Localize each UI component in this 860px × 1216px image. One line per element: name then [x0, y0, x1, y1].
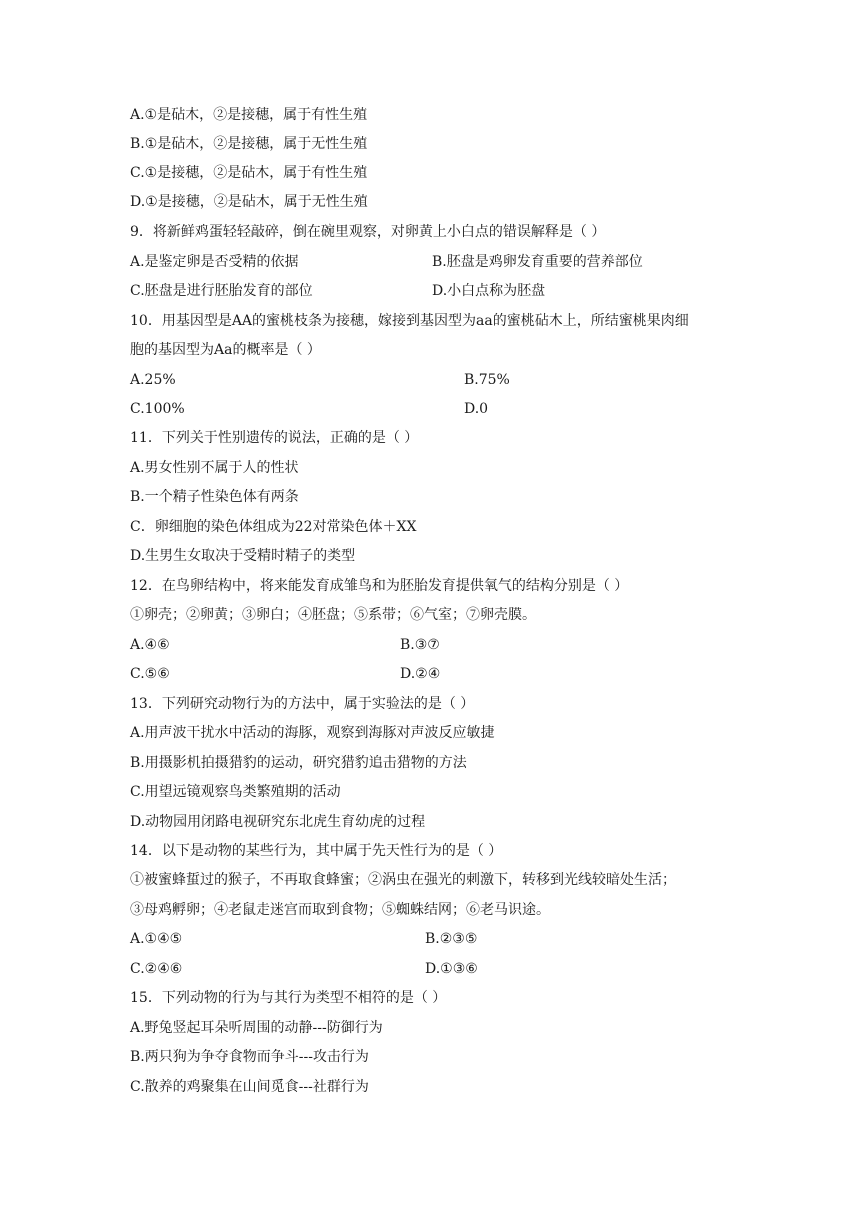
q15-option-b: B.两只狗为争夺食物而争斗---攻击行为 [130, 1049, 369, 1065]
q12-option-a: A.④⑥ [130, 637, 170, 653]
q15-option-a: A.野兔竖起耳朵听周围的动静---防御行为 [130, 1020, 383, 1036]
q12-option-b: B.③⑦ [400, 637, 440, 653]
q12-items: ①卵壳；②卵黄；③卵白；④胚盘；⑤系带；⑥气室；⑦卵壳膜。 [130, 607, 536, 623]
q10-option-d: D.0 [464, 401, 489, 417]
q14-option-a: A.①④⑤ [130, 931, 183, 947]
q13-option-b: B.用摄影机拍摄猎豹的运动，研究猎豹追击猎物的方法 [130, 755, 467, 771]
q11-stem: 11．下列关于性别遗传的说法，正确的是（ ） [130, 430, 419, 446]
q10-option-b: B.75% [464, 372, 510, 388]
q8-option-c: C.①是接穗，②是砧木，属于有性生殖 [130, 165, 368, 181]
q14-option-c: C.②④⑥ [130, 961, 183, 977]
q13-stem: 13．下列研究动物行为的方法中，属于实验法的是（ ） [130, 696, 475, 712]
q8-option-b: B.①是砧木，②是接穗，属于无性生殖 [130, 136, 368, 152]
q11-option-b: B.一个精子性染色体有两条 [130, 489, 299, 505]
q14-stem: 14．以下是动物的某些行为，其中属于先天性行为的是（ ） [130, 843, 503, 859]
q15-stem: 15．下列动物的行为与其行为类型不相符的是（ ） [130, 990, 447, 1006]
q8-option-d: D.①是接穗，②是砧木，属于无性生殖 [130, 194, 368, 210]
q8-option-a: A.①是砧木，②是接穗，属于有性生殖 [130, 107, 368, 123]
q14-option-d: D.①③⑥ [425, 961, 478, 977]
q15-option-c: C.散养的鸡聚集在山间觅食---社群行为 [130, 1079, 369, 1095]
q13-option-d: D.动物园用闭路电视研究东北虎生育幼虎的过程 [130, 814, 426, 830]
q11-option-a: A.男女性别不属于人的性状 [130, 460, 299, 476]
q12-stem: 12．在鸟卵结构中，将来能发育成雏鸟和为胚胎发育提供氧气的结构分别是（ ） [130, 578, 629, 594]
q9-option-a: A.是鉴定卵是否受精的依据 [130, 254, 299, 270]
q14-items-line1: ①被蜜蜂蜇过的猴子，不再取食蜂蜜；②涡虫在强光的刺激下，转移到光线较暗处生活； [130, 872, 676, 888]
q10-option-c: C.100% [130, 401, 185, 417]
q9-option-d: D.小白点称为胚盘 [432, 283, 546, 299]
q13-option-a: A.用声波干扰水中活动的海豚，观察到海豚对声波反应敏捷 [130, 725, 495, 741]
q11-option-d: D.生男生女取决于受精时精子的类型 [130, 548, 356, 564]
q12-option-c: C.⑤⑥ [130, 666, 170, 682]
q10-option-a: A.25% [130, 372, 176, 388]
q14-items-line2: ③母鸡孵卵；④老鼠走迷宫而取到食物；⑤蜘蛛结网；⑥老马识途。 [130, 902, 550, 918]
q13-option-c: C.用望远镜观察鸟类繁殖期的活动 [130, 784, 341, 800]
q9-option-c: C.胚盘是进行胚胎发育的部位 [130, 283, 313, 299]
q9-stem: 9．将新鲜鸡蛋轻轻敲碎，倒在碗里观察，对卵黄上小白点的错误解释是（ ） [130, 224, 606, 240]
q9-option-b: B.胚盘是鸡卵发育重要的营养部位 [432, 254, 643, 270]
q12-option-d: D.②④ [400, 666, 441, 682]
q14-option-b: B.②③⑤ [425, 931, 478, 947]
q11-option-c: C．卵细胞的染色体组成为22对常染色体＋XX [130, 519, 417, 535]
q10-stem-line1: 10．用基因型是AA的蜜桃枝条为接穗，嫁接到基因型为aa的蜜桃砧木上，所结蜜桃果肉细 [130, 313, 689, 329]
q10-stem-line2: 胞的基因型为Aa的概率是（ ） [130, 342, 321, 358]
